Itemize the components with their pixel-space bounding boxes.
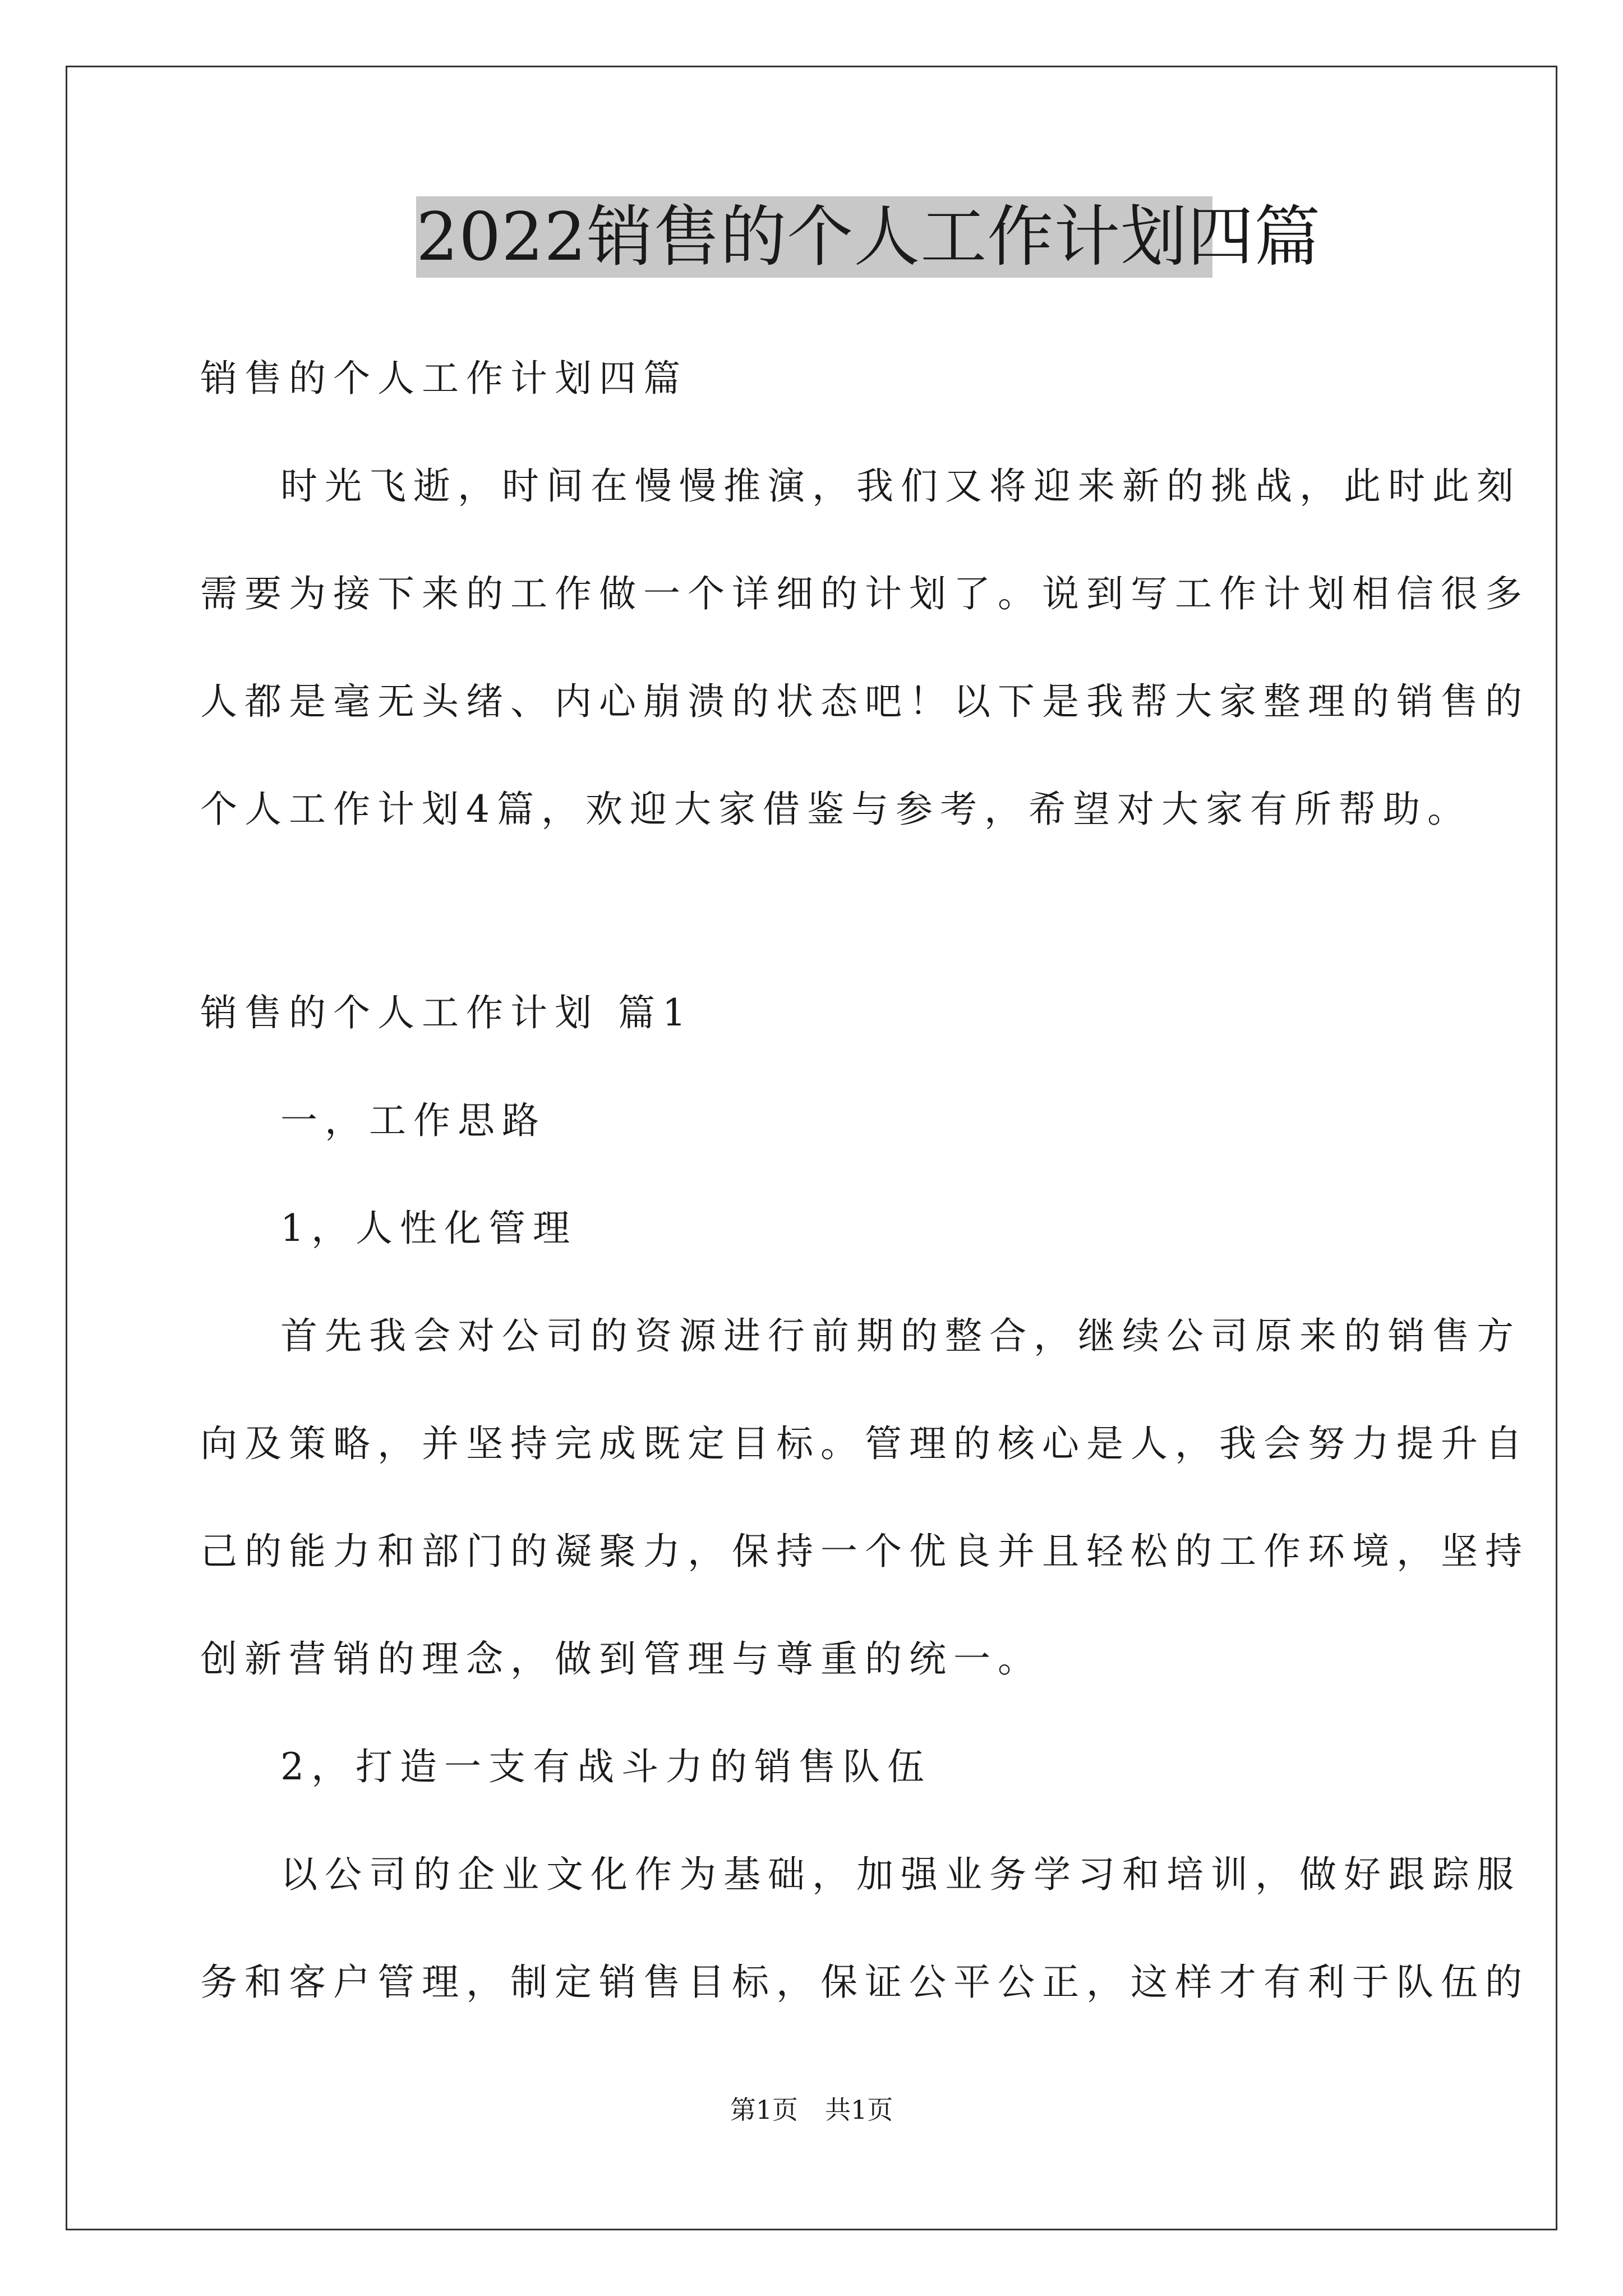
part-title: 一，工作思路 (280, 1099, 546, 1142)
intro-line: 时光飞逝，时间在慢慢推演，我们又将迎来新的挑战，此时此刻 (280, 464, 1521, 508)
page-footer (0, 2093, 1623, 2127)
section-heading: 销售的个人工作计划 篇1 (200, 991, 693, 1034)
body-line: 己的能力和部门的凝聚力，保持一个优良并且轻松的工作环境，坚持 (200, 1530, 1529, 1573)
body-line: 务和客户管理，制定销售目标，保证公平公正，这样才有利于队伍的 (200, 1961, 1529, 2004)
page-number: 第1页 (730, 2095, 798, 2125)
body-line: 创新营销的理念，做到管理与尊重的统一。 (200, 1637, 1042, 1681)
intro-line: 个人工作计划4篇，欢迎大家借鉴与参考，希望对大家有所帮助。 (200, 788, 1472, 831)
intro-line: 需要为接下来的工作做一个详细的计划了。说到写工作计划相信很多 (200, 572, 1529, 615)
page-total: 共1页 (825, 2095, 893, 2125)
item-title: 1，人性化管理 (280, 1207, 577, 1250)
body-line: 向及策略，并坚持完成既定目标。管理的核心是人，我会努力提升自 (200, 1422, 1529, 1465)
body-line: 以公司的企业文化作为基础，加强业务学习和培训，做好跟踪服 (280, 1853, 1521, 1896)
body-line: 首先我会对公司的资源进行前期的整合，继续公司原来的销售方 (280, 1314, 1521, 1358)
item-title: 2，打造一支有战斗力的销售队伍 (280, 1745, 932, 1788)
intro-line: 人都是毫无头绪、内心崩溃的状态吧！以下是我帮大家整理的销售的 (200, 680, 1529, 723)
document-title: 2022销售的个人工作计划四篇 (416, 196, 1212, 278)
document-subtitle: 销售的个人工作计划四篇 (200, 357, 688, 400)
